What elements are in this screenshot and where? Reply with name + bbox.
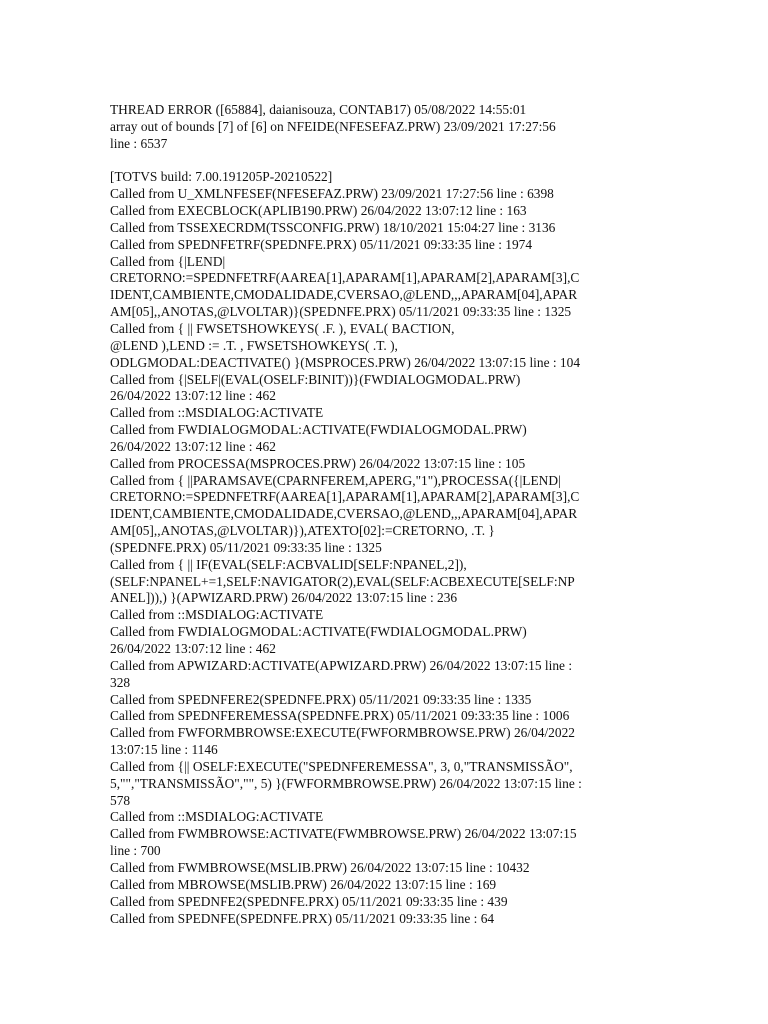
stack-trace-line: 26/04/2022 13:07:12 line : 462 <box>110 388 276 404</box>
blank-separator <box>110 153 662 170</box>
error-header-line: array out of bounds [7] of [6] on NFEIDE(NFESEFAZ.PRW) 23/09/2021 17:27:56 <box>110 118 556 134</box>
error-header-line: THREAD ERROR ([65884], daianisouza, CONTAB17) 05/08/2022 14:55:01 <box>110 102 527 117</box>
stack-trace <box>110 169 662 927</box>
stack-trace-line: AM[05],,ANOTAS,@LVOLTAR)}(SPEDNFE.PRX) 05/11/2021 09:33:35 line : 1325 <box>110 304 572 320</box>
stack-trace-line: Called from TSSEXECRDM(TSSCONFIG.PRW) 18/10/2021 15:04:27 line : 3136 <box>110 219 556 235</box>
stack-trace-line: 26/04/2022 13:07:12 line : 462 <box>110 641 276 656</box>
stack-trace-line: Called from {|LEND| <box>110 253 226 269</box>
stack-trace-line: Called from ::MSDIALOG:ACTIVATE <box>110 809 324 825</box>
stack-trace-line: ODLGMODAL:DEACTIVATE() }(MSPROCES.PRW) 26/04/2022 13:07:15 line : 104 <box>110 354 581 370</box>
stack-trace-line: Called from FWDIALOGMODAL:ACTIVATE(FWDIALOGMODAL.PRW) <box>110 624 527 640</box>
stack-trace-line: Called from FWFORMBROWSE:EXECUTE(FWFORMBROWSE.PRW) 26/04/2022 <box>110 725 575 741</box>
stack-trace-line: 13:07:15 line : 1146 <box>110 742 218 758</box>
error-header-line: line : 6537 <box>110 135 168 151</box>
error-log-document <box>110 102 662 927</box>
stack-trace-line: (SPEDNFE.PRX) 05/11/2021 09:33:35 line : 1325 <box>110 539 382 555</box>
stack-trace-line: 26/04/2022 13:07:12 line : 462 <box>110 438 276 454</box>
stack-trace-line: 328 <box>110 674 131 690</box>
stack-trace-line: Called from SPEDNFETRF(SPEDNFE.PRX) 05/11/2021 09:33:35 line : 1974 <box>110 236 533 252</box>
stack-trace-line: AM[05],,ANOTAS,@LVOLTAR)}),ATEXTO[02]:=CRETORNO, .T. } <box>110 523 495 539</box>
stack-trace-line: Called from { || IF(EVAL(SELF:ACBVALID[SELF:NPANEL,2]), <box>110 556 467 572</box>
stack-trace-line: CRETORNO:=SPEDNFETRF(AAREA[1],APARAM[1],APARAM[2],APARAM[3],C <box>110 270 580 286</box>
stack-trace-line: Called from { || FWSETSHOWKEYS( .F. ), EVAL( BACTION, <box>110 320 455 336</box>
stack-trace-line: Called from FWMBROWSE(MSLIB.PRW) 26/04/2022 13:07:15 line : 10432 <box>110 859 530 875</box>
stack-trace-line: Called from FWMBROWSE:ACTIVATE(FWMBROWSE.PRW) 26/04/2022 13:07:15 <box>110 826 577 842</box>
stack-trace-line: Called from SPEDNFE2(SPEDNFE.PRX) 05/11/2021 09:33:35 line : 439 <box>110 893 508 909</box>
stack-trace-line: Called from U_XMLNFESEF(NFESEFAZ.PRW) 23/09/2021 17:27:56 line : 6398 <box>110 186 554 202</box>
stack-trace-line: Called from SPEDNFERE2(SPEDNFE.PRX) 05/11/2021 09:33:35 line : 1335 <box>110 691 532 707</box>
stack-trace-line: Called from SPEDNFEREMESSA(SPEDNFE.PRX) 05/11/2021 09:33:35 line : 1006 <box>110 708 570 724</box>
stack-trace-line: Called from FWDIALOGMODAL:ACTIVATE(FWDIALOGMODAL.PRW) <box>110 422 527 438</box>
stack-trace-line: (SELF:NPANEL+=1,SELF:NAVIGATOR(2),EVAL(SELF:ACBEXECUTE[SELF:NP <box>110 573 575 589</box>
stack-trace-line: [TOTVS build: 7.00.191205P-20210522] <box>110 169 333 185</box>
stack-trace-line: Called from ::MSDIALOG:ACTIVATE <box>110 607 324 623</box>
stack-trace-line: Called from ::MSDIALOG:ACTIVATE <box>110 405 324 421</box>
stack-trace-line: Called from {|SELF|(EVAL(OSELF:BINIT))}(FWDIALOGMODAL.PRW) <box>110 371 521 387</box>
error-header <box>110 102 662 153</box>
stack-trace-line: IDENT,CAMBIENTE,CMODALIDADE,CVERSAO,@LEND,,,APARAM[04],APAR <box>110 287 578 303</box>
stack-trace-line: Called from EXECBLOCK(APLIB190.PRW) 26/04/2022 13:07:12 line : 163 <box>110 203 527 219</box>
stack-trace-line: IDENT,CAMBIENTE,CMODALIDADE,CVERSAO,@LEND,,,APARAM[04],APAR <box>110 506 578 522</box>
stack-trace-line: Called from {|| OSELF:EXECUTE("SPEDNFEREMESSA", 3, 0,"TRANSMISSÃO", <box>110 758 573 774</box>
stack-trace-line: 5,"","TRANSMISSÃO","", 5) }(FWFORMBROWSE.PRW) 26/04/2022 13:07:15 line : <box>110 775 582 791</box>
stack-trace-line: 578 <box>110 792 131 808</box>
stack-trace-line: CRETORNO:=SPEDNFETRF(AAREA[1],APARAM[1],APARAM[2],APARAM[3],C <box>110 489 580 505</box>
stack-trace-line: Called from { ||PARAMSAVE(CPARNFEREM,APERG,"1"),PROCESSA({|LEND| <box>110 472 561 488</box>
stack-trace-line: Called from MBROWSE(MSLIB.PRW) 26/04/2022 13:07:15 line : 169 <box>110 876 497 892</box>
stack-trace-line: Called from SPEDNFE(SPEDNFE.PRX) 05/11/2021 09:33:35 line : 64 <box>110 910 495 926</box>
stack-trace-line: Called from APWIZARD:ACTIVATE(APWIZARD.PRW) 26/04/2022 13:07:15 line : <box>110 657 573 673</box>
stack-trace-line: Called from PROCESSA(MSPROCES.PRW) 26/04/2022 13:07:15 line : 105 <box>110 455 526 471</box>
stack-trace-line: line : 700 <box>110 843 161 859</box>
stack-trace-line: @LEND ),LEND := .T. , FWSETSHOWKEYS( .T. ), <box>110 337 398 353</box>
stack-trace-line: ANEL])),) }(APWIZARD.PRW) 26/04/2022 13:07:15 line : 236 <box>110 590 458 606</box>
